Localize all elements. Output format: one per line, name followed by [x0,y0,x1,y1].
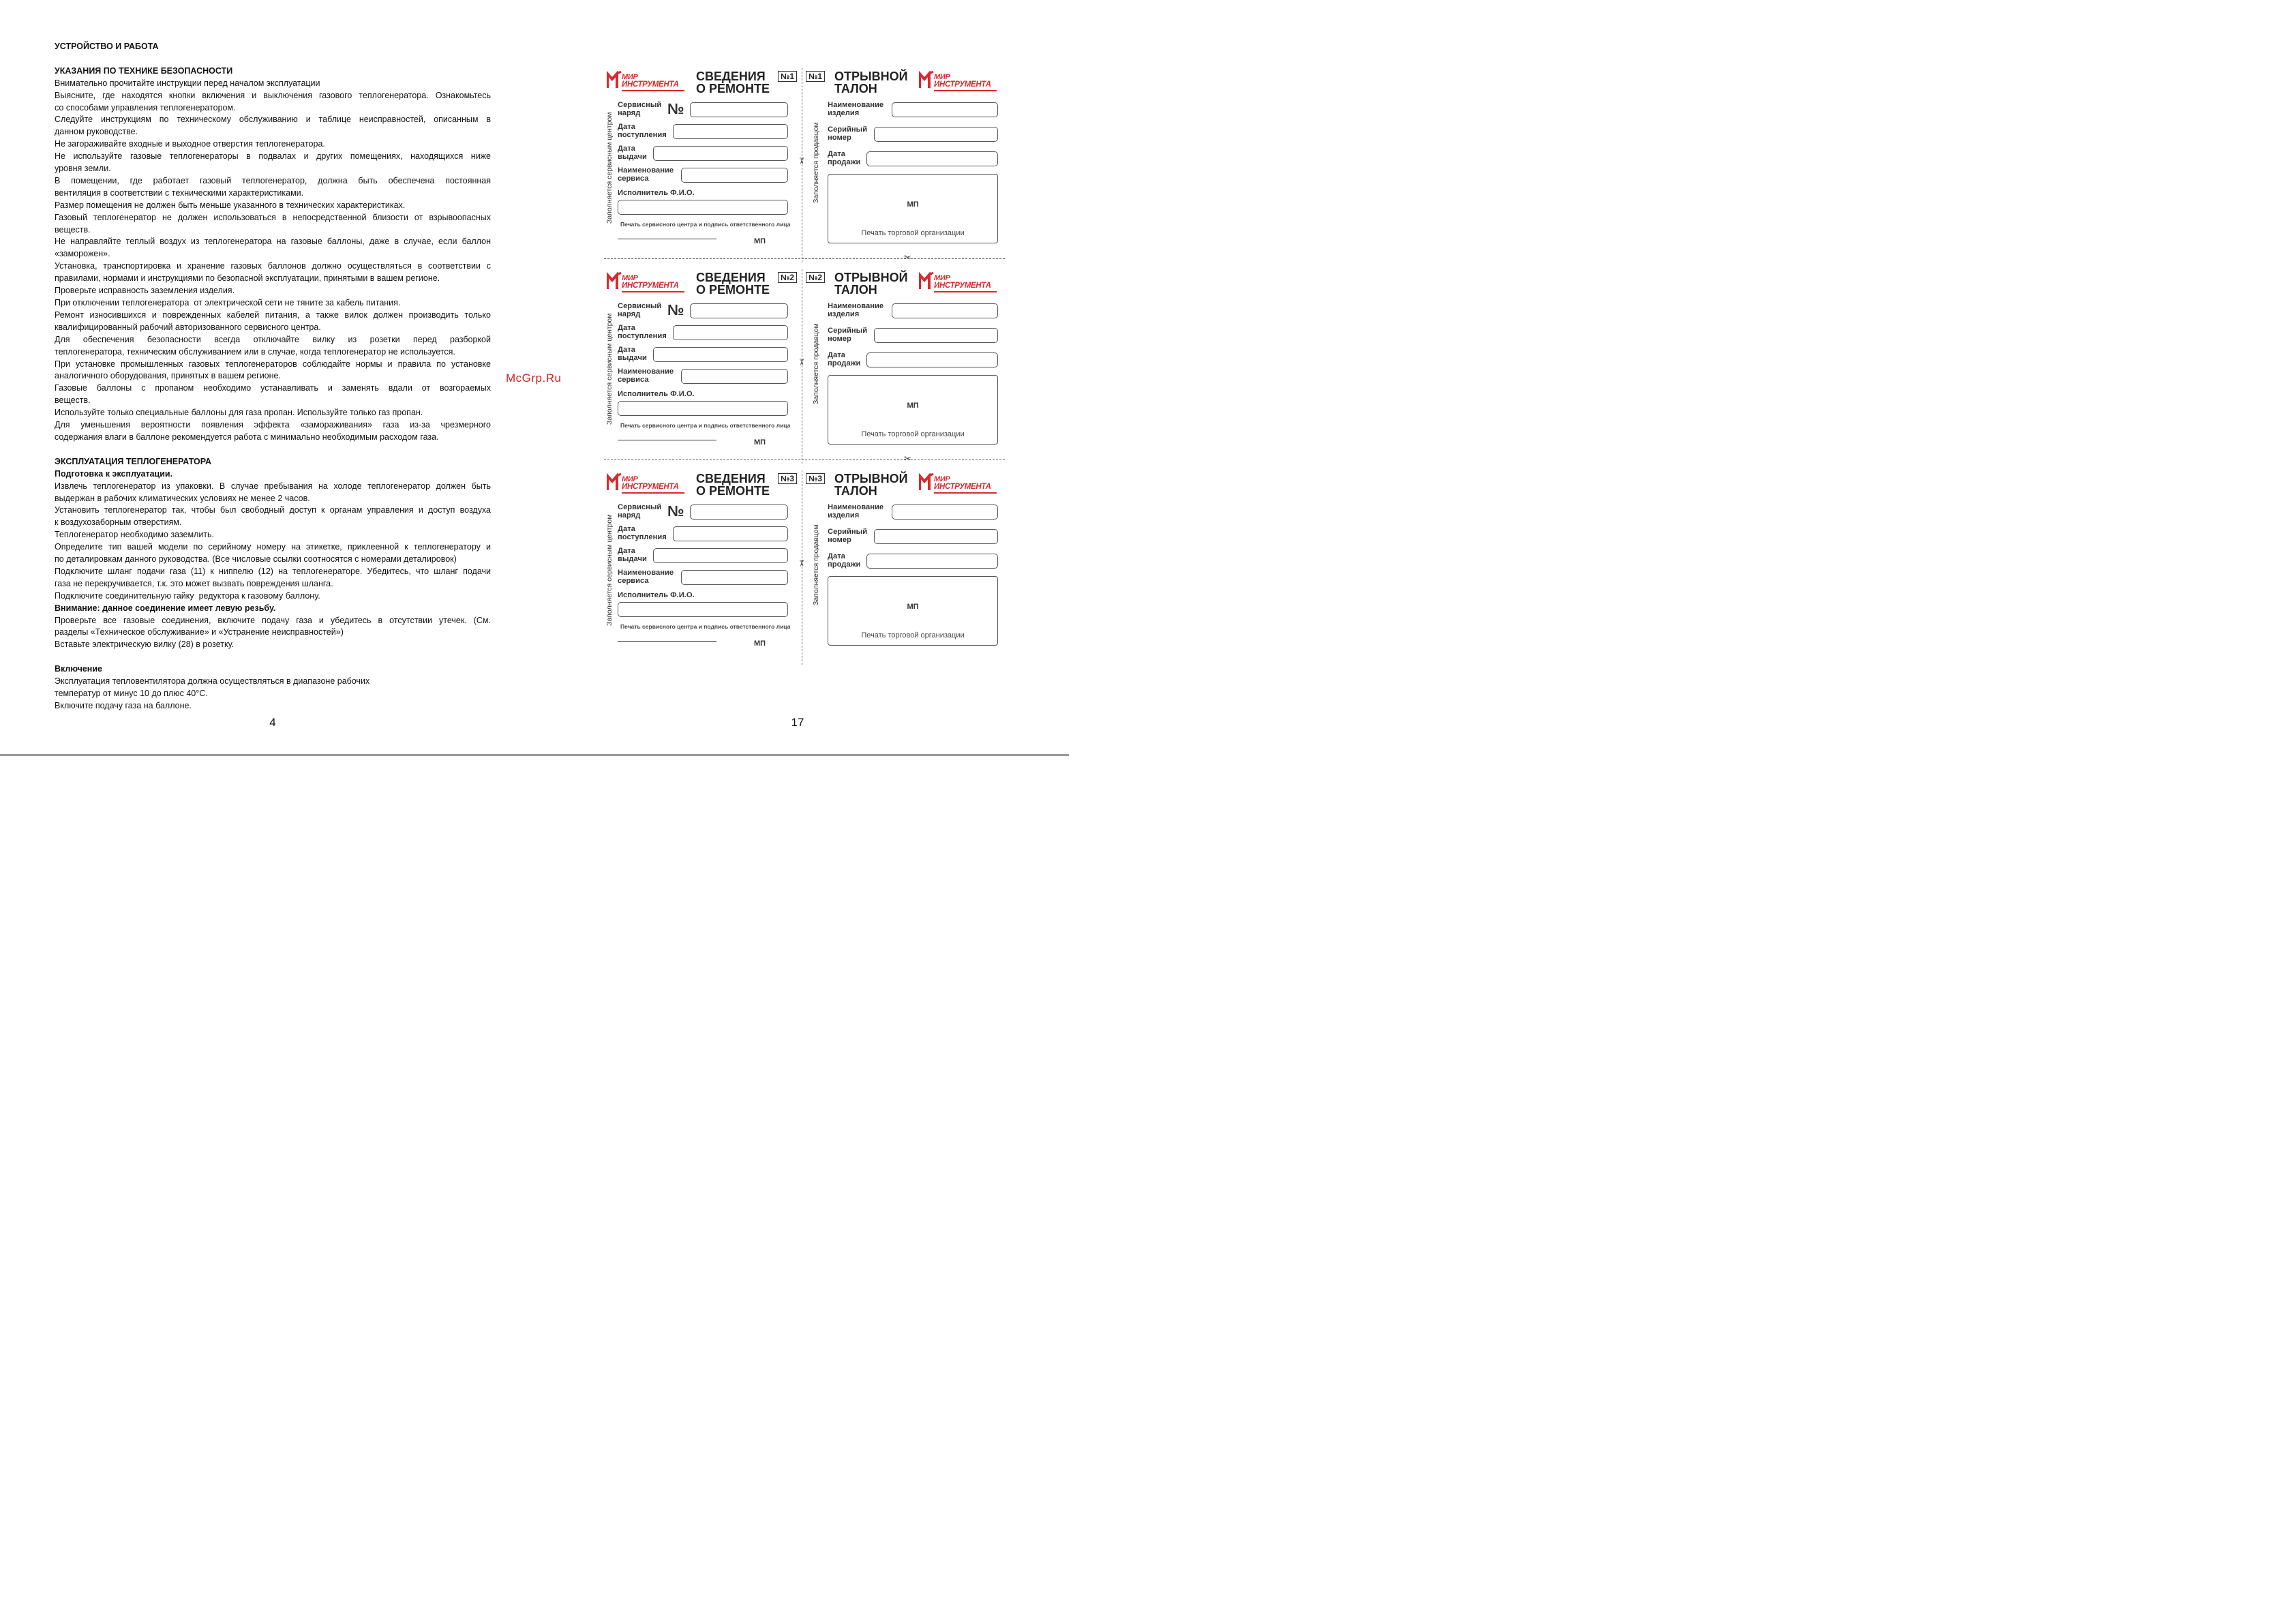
logo-text-bottom: ИНСТРУМЕНТА [622,483,679,491]
service-mp: МП [754,438,766,447]
receipt-date-label-line1: Дата [618,525,635,533]
logo-mark-icon [607,71,622,89]
product-name-label [828,302,883,318]
service-order-label [618,101,661,117]
switch-on-heading: Включение [55,664,102,674]
service-name-label [618,569,674,585]
scissors-icon: ✂ [796,358,807,366]
text-line: Размер помещения не должен быть меньше указанного в технических характеристиках. [55,200,406,210]
text-line: Газовые баллоны с пропаном необходимо устанавливать и заменять вдали от возгораемых [55,383,491,393]
text-line: данном руководстве. [55,127,138,137]
text-line: Подключите соединительную гайку редуктора к газовому баллону. [55,590,320,601]
scissors-icon: ✂ [904,252,911,262]
number-sign: № [667,301,684,318]
page-number-right: 17 [791,716,804,729]
issue-date-label-line2: выдачи [618,354,647,362]
text-line: вентиляция в соответствии с техническими характеристиками. [55,187,304,198]
coupon-number-right: №3 [806,473,825,484]
sale-date-label [828,150,860,166]
text-line: теплогенератора, техническим обслуживанием или в случае, когда теплогенератор не используется. [55,346,455,357]
issue-date-label [618,145,647,161]
logo-text-bottom: ИНСТРУМЕНТА [622,282,679,290]
tear-title-line1: ОТРЫВНОЙ [834,472,908,485]
horizontal-cut-line [604,258,1005,259]
receipt-date-label [618,123,667,139]
brand-logo [919,71,997,93]
text-line: Ремонт износившихся и поврежденных кабелей питания, а также вилок должен производить только [55,310,491,320]
receipt-date-field [673,526,788,541]
product-name-label-line1: Наименование [828,101,884,109]
trade-mp: МП [907,402,919,410]
service-order-field [690,505,788,520]
tear-title-line2: ТАЛОН [834,484,877,498]
tear-title-line1: ОТРЫВНОЙ [834,70,908,83]
issue-date-field [653,548,788,563]
text-line: Включите подачу газа на баллоне. [55,700,192,710]
service-stamp-caption: Печать сервисного центра и подпись ответственного лица [620,221,791,228]
scissors-icon: ✂ [796,157,807,165]
scissors-icon: ✂ [904,453,911,464]
text-line: температур от минус 10 до плюс 40°С. [55,688,208,698]
service-order-label [618,503,661,520]
logo-mark-icon [919,272,934,290]
vertical-label-service: Заполняется сервисным центром [605,313,614,425]
service-order-label [618,302,661,318]
logo-mark-icon [919,473,934,491]
trade-stamp-box [828,576,998,646]
text-line: уровня земли. [55,164,111,174]
serial-number-label [828,327,867,343]
sale-date-label-line1: Дата [828,150,845,158]
receipt-date-label [618,324,667,340]
repair-title-line2: О РЕМОНТЕ [696,82,770,95]
text-line: газа не перекручивается, т.к. это может вызвать повреждения шланга. [55,578,333,588]
serial-number-label [828,528,867,544]
left-page [55,41,491,723]
service-order-label-line2: наряд [618,109,641,117]
serial-number-field [874,328,998,343]
vertical-label-seller: Заполняется продавцом [812,524,820,605]
preparation-instructions-continued [55,615,491,652]
text-line: Установка, транспортировка и хранение газовых баллонов должно осуществляться в соответствии с [55,261,491,271]
text-line: Следуйте инструкциям по техническому обслуживанию и таблице неисправностей, описанным в [55,115,491,125]
sale-date-label-line1: Дата [828,552,845,560]
service-order-label-line1: Сервисный [618,101,662,109]
issue-date-field [653,146,788,161]
repair-title-line1: СВЕДЕНИЯ [696,70,766,83]
service-name-field [681,168,788,183]
sale-date-field [866,554,998,569]
service-order-label-line2: наряд [618,511,641,520]
service-name-label [618,166,674,183]
text-line: со способами управления теплогенератором. [55,102,236,112]
service-order-label-line1: Сервисный [618,503,662,511]
logo-mark-icon [607,272,622,290]
attention-note: Внимание: данное соединение имеет левую резьбу. [55,603,276,613]
service-name-label-line2: сервиса [618,175,649,183]
service-order-label-line2: наряд [618,310,641,318]
product-name-field [892,303,998,318]
coupon-3 [604,470,1006,672]
coupon-number-left: №1 [778,71,797,82]
brand-logo [919,473,997,495]
coupon-2 [604,269,1006,470]
switch-on-instructions [55,676,491,712]
serial-number-field [874,127,998,142]
logo-text-top: МИР [622,274,638,282]
sale-date-field [866,352,998,367]
service-stamp-caption: Печать сервисного центра и подпись ответственного лица [620,422,791,429]
logo-text-top: МИР [934,475,950,483]
brand-logo [607,272,685,294]
text-line: квалифицированный рабочий авторизованного сервисного центра. [55,322,321,332]
text-line: Проверьте все газовые соединения, включите подачу газа и убедитесь в отсутствии утечек. (См. [55,615,491,625]
receipt-date-field [673,325,788,340]
repair-title-line2: О РЕМОНТЕ [696,283,770,297]
receipt-date-label-line1: Дата [618,123,635,131]
text-line: Определите тип вашей модели по серийному номеру на этикетке, приклеенной к теплогенератору и [55,542,491,552]
text-line: Не загораживайте входные и выходное отверстия теплогенератора. [55,139,325,149]
receipt-date-label-line2: поступления [618,332,667,340]
sale-date-label-line2: продажи [828,158,861,166]
serial-number-label-line2: номер [828,536,851,544]
trade-mp: МП [907,603,919,611]
serial-number-field [874,529,998,544]
logo-text-bottom: ИНСТРУМЕНТА [934,80,991,89]
text-line: Установить теплогенератор так, чтобы был свободный доступ к органам управления и доступ воздуха [55,505,491,515]
sale-date-label [828,552,860,569]
receipt-date-label [618,525,667,541]
vertical-label-service: Заполняется сервисным центром [605,112,614,224]
operation-heading: ЭКСПЛУАТАЦИЯ ТЕПЛОГЕНЕРАТОРА [55,456,212,466]
vertical-label-seller: Заполняется продавцом [812,323,820,404]
logo-mark-icon [919,71,934,89]
service-order-field [690,303,788,318]
coupon-number-left: №2 [778,272,797,283]
preparation-instructions [55,481,491,603]
text-line: по деталировкам данного руководства. (Все числовые ссылки соотносятся с номерами деталировок) [55,554,457,565]
serial-number-label-line2: номер [828,134,851,142]
executor-field [618,200,788,215]
trade-stamp-caption: Печать торговой организации [861,430,965,438]
text-line: Вставьте электрическую вилку (28) в розетку. [55,640,235,650]
text-line: Для уменьшения вероятности появления эффекта «замораживания» газа из-за чрезмерного [55,420,491,430]
section-title: УСТРОЙСТВО И РАБОТА [55,42,159,51]
trade-stamp-box [828,174,998,243]
repair-title-line2: О РЕМОНТЕ [696,484,770,498]
coupon-number-right: №2 [806,272,825,283]
text-line: Подключите шланг подачи газа (11) к ниппелю (12) на теплогенераторе. Убедитесь, что шланг подачи [55,566,491,576]
sale-date-label-line2: продажи [828,359,861,367]
tear-title-line2: ТАЛОН [834,283,877,297]
safety-instructions [55,78,491,444]
product-name-label [828,101,883,117]
text-line: При установке промышленных газовых теплогенераторов соблюдайте нормы и правила по установке [55,359,491,369]
repair-title-line1: СВЕДЕНИЯ [696,472,766,485]
logo-underline [934,291,997,292]
page-bottom-border [0,754,1069,756]
executor-field [618,401,788,416]
text-line: веществ. [55,224,91,235]
service-name-label [618,367,674,384]
text-line: Проверьте исправность заземления изделия. [55,286,235,296]
receipt-date-field [673,124,788,139]
logo-underline [622,90,684,91]
signature-line [618,641,716,642]
text-line: разделы «Техническое обслуживание» и «Устранение неисправностей») [55,627,344,637]
issue-date-label-line1: Дата [618,547,635,555]
brand-logo [607,473,685,495]
executor-label: Исполнитель Ф.И.О. [618,189,695,197]
brand-logo [919,272,997,294]
product-name-label-line2: изделия [828,310,860,318]
text-line: веществ. [55,395,91,406]
logo-text-bottom: ИНСТРУМЕНТА [934,483,991,491]
brand-logo [607,71,685,93]
issue-date-label [618,346,647,362]
text-line: правилами, нормами и инструкциями по безопасной эксплуатации, принятыми в вашем регионе. [55,273,440,284]
issue-date-label-line2: выдачи [618,153,647,161]
product-name-field [892,505,998,520]
text-line: к воздухозаборным отверстиям. [55,517,182,528]
preparation-heading: Подготовка к эксплуатации. [55,468,173,479]
text-line: При отключении теплогенератора от электрической сети не тяните за кабель питания. [55,298,401,308]
serial-number-label-line1: Серийный [828,125,868,134]
tear-title-line2: ТАЛОН [834,82,877,95]
text-line: Теплогенератор необходимо заземлить. [55,530,215,540]
service-name-label-line2: сервиса [618,376,649,384]
coupon-1 [604,68,1006,269]
vertical-label-service: Заполняется сервисным центром [605,514,614,626]
text-line: В помещении, где работает газовый теплогенератор, должна быть обеспечена постоянная [55,175,491,185]
service-mp: МП [754,640,766,648]
issue-date-label-line1: Дата [618,346,635,354]
issue-date-label [618,547,647,563]
service-name-label-line1: Наименование [618,166,674,175]
serial-number-label-line1: Серийный [828,528,868,536]
repair-title-line1: СВЕДЕНИЯ [696,271,766,284]
trade-mp: МП [907,200,919,209]
number-sign: № [667,100,684,117]
logo-text-top: МИР [622,475,638,483]
logo-text-top: МИР [934,73,950,81]
text-line: содержания влаги в баллоне рекомендуется работа с минимально необходимым расходом газа. [55,432,439,442]
text-line: «заморожен». [55,249,110,259]
issue-date-label-line2: выдачи [618,555,647,563]
logo-text-top: МИР [622,73,638,81]
service-name-label-line1: Наименование [618,569,674,577]
serial-number-label-line1: Серийный [828,327,868,335]
coupon-number-right: №1 [806,71,825,82]
service-name-field [681,570,788,585]
service-order-field [690,102,788,117]
logo-underline [622,291,684,292]
receipt-date-label-line2: поступления [618,533,667,541]
serial-number-label-line2: номер [828,335,851,343]
trade-stamp-box [828,375,998,445]
service-stamp-caption: Печать сервисного центра и подпись ответственного лица [620,623,791,630]
logo-underline [934,492,997,494]
logo-text-bottom: ИНСТРУМЕНТА [622,80,679,89]
text-line: Не направляйте теплый воздух из теплогенератора на газовые баллоны, даже в случае, если баллон [55,237,491,247]
service-name-label-line1: Наименование [618,367,674,376]
text-line: Для обеспечения безопасности всегда отключайте вилку из розетки перед разборкой [55,334,491,344]
product-name-label-line1: Наименование [828,503,884,511]
sale-date-label-line2: продажи [828,560,861,569]
coupon-number-left: №3 [778,473,797,484]
executor-label: Исполнитель Ф.И.О. [618,591,695,599]
service-name-label-line2: сервиса [618,577,649,585]
service-order-label-line1: Сервисный [618,302,662,310]
executor-field [618,602,788,617]
text-line: аналогичного оборудования, принятых в вашем регионе. [55,371,281,381]
serial-number-label [828,125,867,142]
text-line: Эксплуатация тепловентилятора должна осуществляться в диапазоне рабочих [55,676,370,687]
sale-date-label [828,351,860,367]
logo-text-bottom: ИНСТРУМЕНТА [934,282,991,290]
trade-stamp-caption: Печать торговой организации [861,229,965,237]
text-line: Внимательно прочитайте инструкции перед началом эксплуатации [55,78,320,88]
text-line: Используйте только специальные баллоны для газа пропан. Используйте только газ пропан. [55,408,423,418]
text-line: Выясните, где находятся кнопки включения и выключения газового теплогенератора. Ознакомьтесь [55,90,491,100]
receipt-date-label-line2: поступления [618,131,667,139]
logo-underline [622,492,684,494]
issue-date-label-line1: Дата [618,145,635,153]
sale-date-label-line1: Дата [828,351,845,359]
issue-date-field [653,347,788,362]
watermark: McGrp.Ru [506,372,562,385]
logo-mark-icon [607,473,622,491]
product-name-label-line2: изделия [828,511,860,520]
service-mp: МП [754,237,766,245]
service-name-field [681,369,788,384]
text-line: выдержан в рабочих климатических условиях не менее 2 часов. [55,493,310,503]
text-line: Извлечь теплогенератор из упаковки. В случае пребывания на холоде теплогенератор должен быть [55,481,491,491]
text-line: Не используйте газовые теплогенераторы в подвалах и других помещениях, находящихся ниже [55,151,491,162]
vertical-label-seller: Заполняется продавцом [812,122,820,203]
product-name-field [892,102,998,117]
tear-title-line1: ОТРЫВНОЙ [834,271,908,284]
scissors-icon: ✂ [796,559,807,567]
product-name-label-line2: изделия [828,109,860,117]
safety-heading: УКАЗАНИЯ ПО ТЕХНИКЕ БЕЗОПАСНОСТИ [55,65,233,76]
receipt-date-label-line1: Дата [618,324,635,332]
number-sign: № [667,502,684,520]
product-name-label [828,503,883,520]
sale-date-field [866,151,998,166]
product-name-label-line1: Наименование [828,302,884,310]
logo-underline [934,90,997,91]
text-line: Газовый теплогенератор не должен использоваться в непосредственной близости от взрывоопасных [55,212,491,222]
executor-label: Исполнитель Ф.И.О. [618,390,695,398]
page-number-left: 4 [269,716,276,729]
trade-stamp-caption: Печать торговой организации [861,631,965,640]
logo-text-top: МИР [934,274,950,282]
